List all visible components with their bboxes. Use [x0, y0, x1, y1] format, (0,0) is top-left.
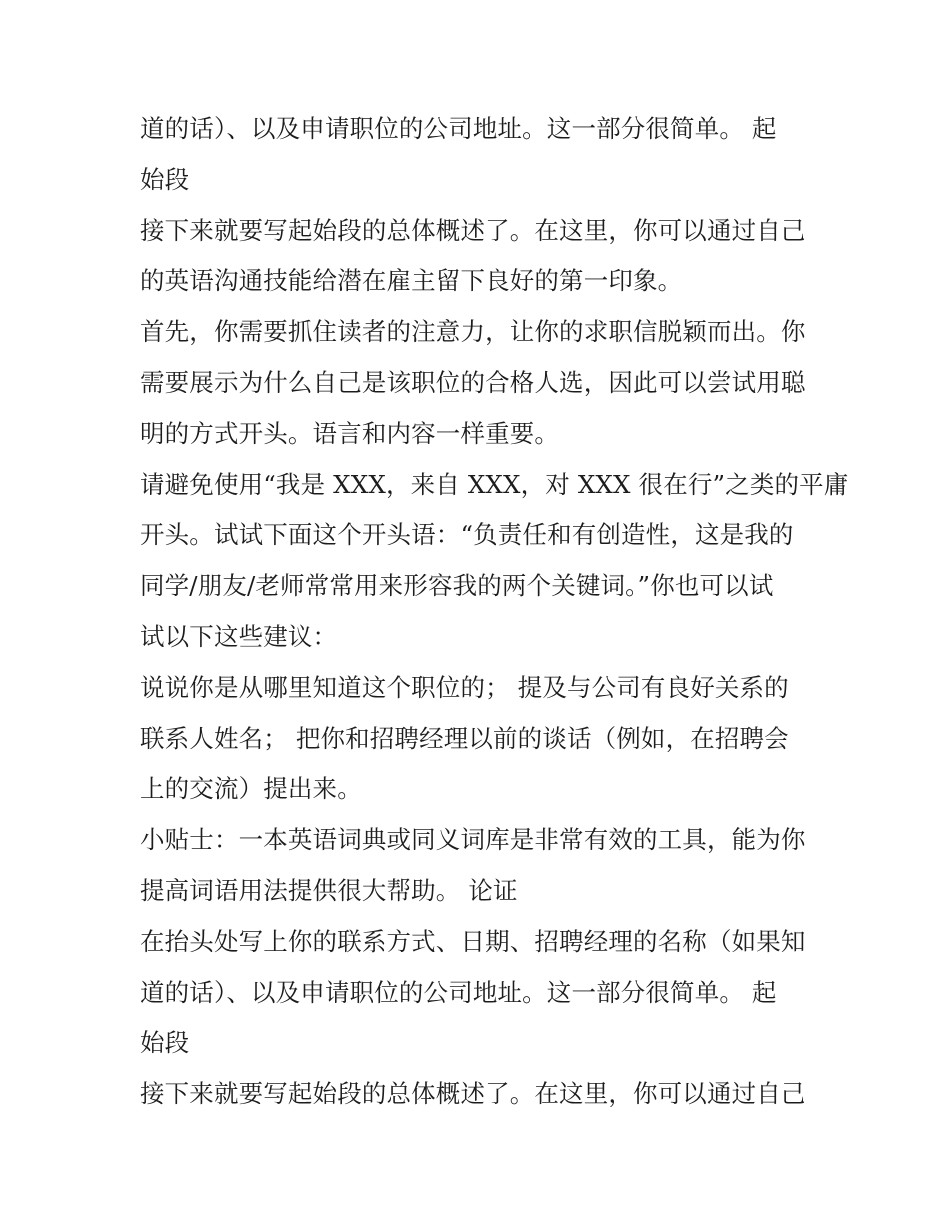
text-line: 在抬头处写上你的联系方式、日期、招聘经理的名称（如果知 — [140, 926, 806, 956]
text-line: 小贴士：一本英语词典或同义词库是非常有效的工具，能为你 — [140, 825, 806, 855]
text-line: 明的方式开头。语言和内容一样重要。 — [140, 418, 560, 448]
text-line: 接下来就要写起始段的总体概述了。在这里，你可以通过自己 — [140, 1079, 806, 1109]
text-line: 始段 — [140, 1028, 190, 1058]
text-line: 的英语沟通技能给潜在雇主留下良好的第一印象。 — [140, 266, 683, 296]
text-line: 首先，你需要抓住读者的注意力，让你的求职信脱颖而出。你 — [140, 317, 806, 347]
text-line: 说说你是从哪里知道这个职位的； 提及与公司有良好关系的 — [140, 672, 789, 702]
text-line: 请避免使用“我是 XXX，来自 XXX，对 XXX 很在行”之类的平庸 — [140, 469, 849, 499]
text-line: 开头。试试下面这个开头语：“负责任和有创造性，这是我的 — [140, 520, 794, 550]
body-text — [140, 104, 849, 1120]
text-line: 联系人姓名； 把你和招聘经理以前的谈话（例如，在招聘会 — [140, 723, 789, 753]
text-line: 始段 — [140, 164, 190, 194]
text-line: 接下来就要写起始段的总体概述了。在这里，你可以通过自己 — [140, 215, 806, 245]
text-line: 上的交流）提出来。 — [140, 774, 362, 804]
text-line: 试以下这些建议： — [140, 621, 338, 651]
text-line: 需要展示为什么自己是该职位的合格人选，因此可以尝试用聪 — [140, 367, 806, 397]
text-line: 同学/朋友/老师常常用来形容我的两个关键词。”你也可以试 — [140, 571, 774, 601]
text-line: 道的话）、以及申请职位的公司地址。这一部分很简单。 起 — [140, 977, 777, 1007]
text-line: 道的话）、以及申请职位的公司地址。这一部分很简单。 起 — [140, 114, 777, 143]
text-line: 提高词语用法提供很大帮助。 论证 — [140, 875, 518, 905]
